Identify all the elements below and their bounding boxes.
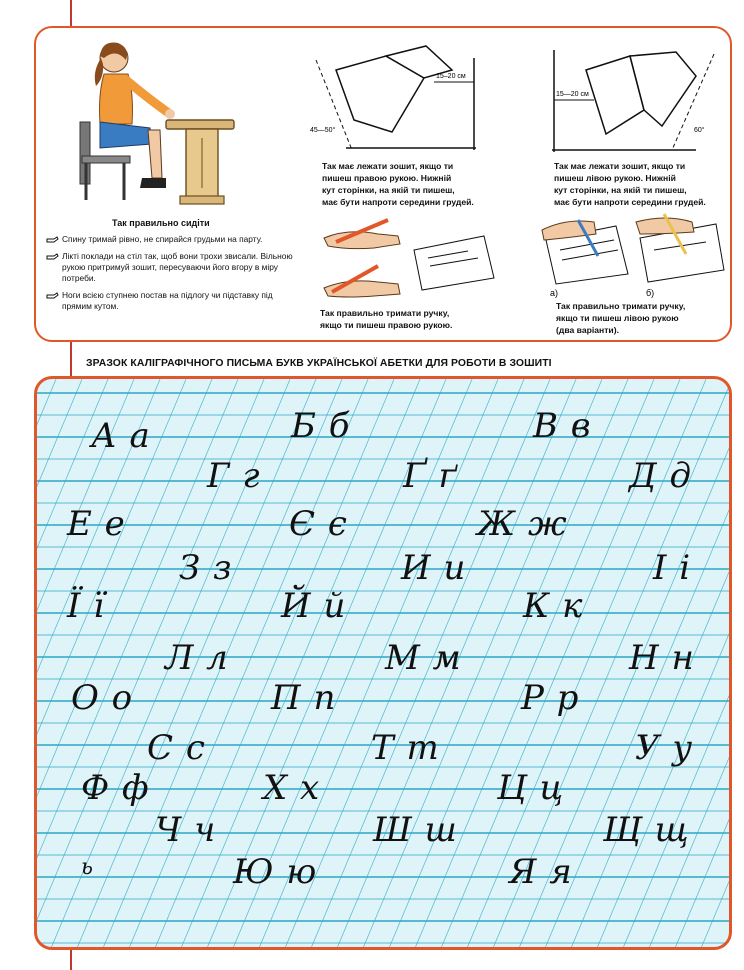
letter-pair: С с [147, 728, 206, 768]
right-hand-notebook-diagram [306, 40, 486, 158]
letter-pair: Ч ч [155, 810, 217, 850]
letter-pair: Ґ ґ [403, 456, 458, 496]
pointing-hand-icon [46, 251, 59, 262]
right-hand-pen-caption: Так правильно тримати ручку, якщо ти пишеш правою рукою. [320, 308, 453, 330]
letter-pair: К к [523, 586, 584, 626]
distance-label: 15—20 см [556, 91, 589, 98]
tip-text: Спину тримай рівно, не спирайся грудьми на парту. [62, 234, 263, 244]
letter-pair: Н н [629, 638, 695, 678]
slant-rule [37, 379, 108, 950]
letter-pair: Р р [521, 678, 580, 718]
variant-b-label: б) [646, 288, 655, 298]
letter-pair: Х х [263, 768, 321, 808]
letter-pair: Г г [207, 456, 261, 496]
right-hand-notebook-caption: Так має лежати зошит, якщо ти пишеш правою рукою. Нижній кут сторінки, на якій ти пишеш, має бути напроти середини грудей. [322, 161, 474, 207]
letter-pair: А а [91, 416, 151, 456]
margin-line-bottom [70, 950, 72, 970]
letter-pair: Ц ц [497, 768, 565, 808]
letter-pair: Ш ш [373, 810, 458, 850]
letter-pair: З з [179, 548, 233, 588]
distance-label: 15–20 см [436, 73, 466, 80]
letter-pair: Ф ф [81, 768, 150, 808]
letter-pair: Й й [281, 586, 347, 626]
margin-line-top [70, 0, 72, 26]
sitting-girl-illustration [70, 38, 240, 208]
letter-pair: Д д [629, 456, 692, 496]
letter-pair: О о [71, 678, 134, 718]
letter-pair: И и [401, 548, 467, 588]
letter-pair: Б б [291, 406, 351, 446]
tip-posture [46, 234, 296, 245]
slant-rule [37, 379, 186, 950]
letter-pair: У у [635, 728, 694, 768]
left-hand-pen-grip-illustration [536, 210, 726, 298]
letter-pair: І і [653, 548, 692, 588]
angle-label: 45—50° [310, 127, 336, 134]
slant-rule [37, 379, 82, 950]
letter-pair: М м [385, 638, 462, 678]
tip-elbows [46, 251, 296, 284]
letter-pair: Е е [67, 504, 126, 544]
letter-pair: Я я [509, 852, 573, 892]
calligraphy-sheet [34, 376, 732, 950]
tip-text: Лікті поклади на стіл так, щоб вони трохи звисали. Вільною рукою притримуй зошит, пересуваючи його вгору в міру потреби. [62, 251, 293, 283]
alphabet-title: ЗРАЗОК КАЛІГРАФІЧНОГО ПИСЬМА БУКВ УКРАЇНСЬКОЇ АБЕТКИ ДЛЯ РОБОТИ В ЗОШИТІ [86, 358, 552, 369]
letter-pair: Ю ю [233, 852, 318, 892]
letter-pair: Т т [371, 728, 440, 768]
sitting-tips [46, 234, 296, 318]
letter-pair: Є є [289, 504, 348, 544]
letter-pair: Л л [165, 638, 229, 678]
letter-pair: Ї ї [67, 586, 106, 626]
slant-rule [37, 379, 160, 950]
margin-line-middle [70, 342, 72, 376]
pointing-hand-icon [46, 290, 59, 301]
slant-rule [725, 379, 732, 950]
sitting-title: Так правильно сидіти [112, 218, 210, 228]
right-hand-pen-grip-illustration [318, 208, 498, 304]
letter-pair: Ж ж [477, 504, 568, 544]
angle-label: 60° [694, 127, 705, 134]
left-hand-pen-caption: Так правильно тримати ручку, якщо ти пишеш лівою рукою (два варіанти). [556, 301, 686, 335]
letter-pair: Щ щ [603, 810, 690, 850]
letter-pair: ь [81, 855, 93, 880]
tip-text: Ноги всією ступнею постав на підлогу чи підставку під прямим кутом. [62, 290, 273, 311]
left-hand-notebook-caption: Так має лежати зошит, якщо ти пишеш лівою рукою. Нижній кут сторінки, на якій ти пишеш, має бути напроти середини грудей. [554, 161, 706, 207]
letter-pair: П п [271, 678, 337, 718]
tip-feet [46, 290, 296, 312]
left-hand-notebook-diagram [546, 40, 726, 158]
variant-a-label: а) [550, 288, 559, 298]
slant-rule [699, 379, 732, 950]
pointing-hand-icon [46, 234, 59, 245]
letter-pair: В в [533, 406, 592, 446]
